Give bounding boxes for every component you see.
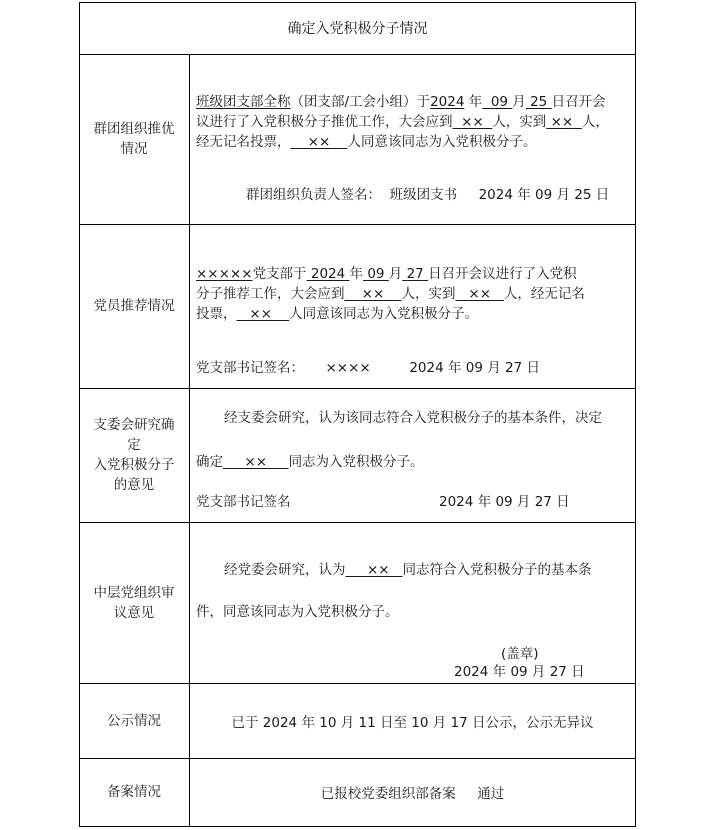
party-agree: ×× [249,306,272,322]
publicity-text: 已于 2024 年 10 月 11 日至 10 月 17 日公示，公示无异议 [231,714,594,731]
line3-prefix: 投票， [196,306,237,322]
mid-org-label-line1: 中层党组织审 [93,584,175,601]
activist-form-table [79,2,636,827]
publicity-label: 公示情况 [107,712,161,729]
signer: 班级团支书 [389,187,458,203]
committee-sign-label: 党支部书记签名 [196,494,291,510]
mass-org-signature [246,185,609,205]
mid-org-line2: 件，同意该同志为入党积极分子。 [196,604,399,620]
committee-label-line1: 支委会研究确 [93,417,175,433]
line2-prefix: 确定 [196,454,223,470]
mid-org-name: ×× [366,562,390,578]
line2-suffix: 同志为入党积极分子。 [288,454,424,470]
branch-name: ××××× [196,266,253,282]
mass-org-label-line2: 情况 [120,141,148,157]
arrived-suffix: 人，经无记名 [503,286,585,302]
org-type-note: （团支部/工会小组）于 [290,94,431,110]
mass-org-line2-text: 议进行了入党积极分子推优工作，大会应到 [196,114,453,130]
party-day: 27 [406,266,424,282]
committee-name: ×× [244,454,268,470]
mass-org-month: 09 [490,94,508,110]
party-arrived: ×× [468,286,491,302]
mid-org-seal: (盖章) [501,646,539,662]
line1-prefix: 经党委会研究，认为 [224,562,346,578]
year-suffix: 年 [349,266,364,282]
party-recommend-line2 [196,284,585,304]
mid-org-line1 [224,560,591,580]
line3-suffix: 人同意该同志为入党积极分子。 [289,306,479,322]
mid-org-label-line2: 议意见 [113,604,155,621]
day-suffix: 日召开会 [551,94,606,110]
month-suffix: 月 [388,266,403,282]
line3-suffix: 人同意该同志为入党积极分子。 [347,134,537,150]
arrived-prefix: 人，实到 [492,114,547,130]
committee-label-line3: 入党积极分子 [93,457,175,473]
mass-org-line2 [196,112,609,132]
committee-label-line2: 定 [127,437,141,453]
committee-sign-date: 2024 年 09 月 27 日 [439,494,570,510]
sign-date: 2024 年 09 月 25 日 [478,187,610,203]
arrived-suffix: 人， [581,114,609,130]
party-recommend-signature [196,358,540,378]
year-suffix: 年 [468,94,483,110]
party-recommend-label: 党员推荐情况 [93,298,175,314]
mass-org-arrived: ×× [550,114,574,130]
mass-org-year: 2024 [430,94,465,110]
sign-label: 党支部书记签名： [196,360,304,376]
signer: ×××× [325,360,371,376]
line3-prefix: 经无记名投票， [196,134,291,150]
party-recommend-line1 [196,264,577,284]
org-name: 班级团支部全称 [196,94,291,110]
sign-date: 2024 年 09 月 27 日 [409,360,541,376]
sign-label: 群团组织负责人签名： [246,187,381,203]
day-suffix: 日召开会议进行了入党积 [428,266,577,282]
filing-text: 已报校党委组织部备案 通过 [320,786,505,802]
committee-label [79,388,189,522]
mass-org-label [79,54,189,224]
party-month: 09 [367,266,385,282]
mass-org-agree: ×× [307,134,331,150]
line1-mid: 党支部于 [252,266,307,282]
mass-org-expected: ×× [461,114,484,130]
committee-line1: 经支委会研究，认为该同志符合入党积极分子的基本条件，决定 [224,410,602,426]
mass-org-day: 25 [530,94,548,110]
line2-prefix: 分子推荐工作，大会应到 [196,286,345,302]
line1-suffix: 同志符合入党积极分子的基本条 [402,562,592,578]
mass-org-line3 [196,132,536,152]
committee-label-line4: 的意见 [113,477,155,493]
arrived-prefix: 人，实到 [401,286,456,302]
month-suffix: 月 [512,94,526,110]
committee-line2 [196,452,424,472]
party-year: 2024 [310,266,346,282]
table-border-bottom [79,826,636,827]
mass-org-line1 [196,92,606,112]
party-recommend-line3 [196,304,478,324]
mass-org-label-line1: 群团组织推优 [93,121,175,137]
form-title: 确定入党积极分子情况 [287,21,428,37]
mid-org-label [79,522,189,683]
mid-org-date: 2024 年 09 月 27 日 [454,664,585,680]
filing-label: 备案情况 [107,784,161,800]
party-expected: ×× [361,286,385,302]
